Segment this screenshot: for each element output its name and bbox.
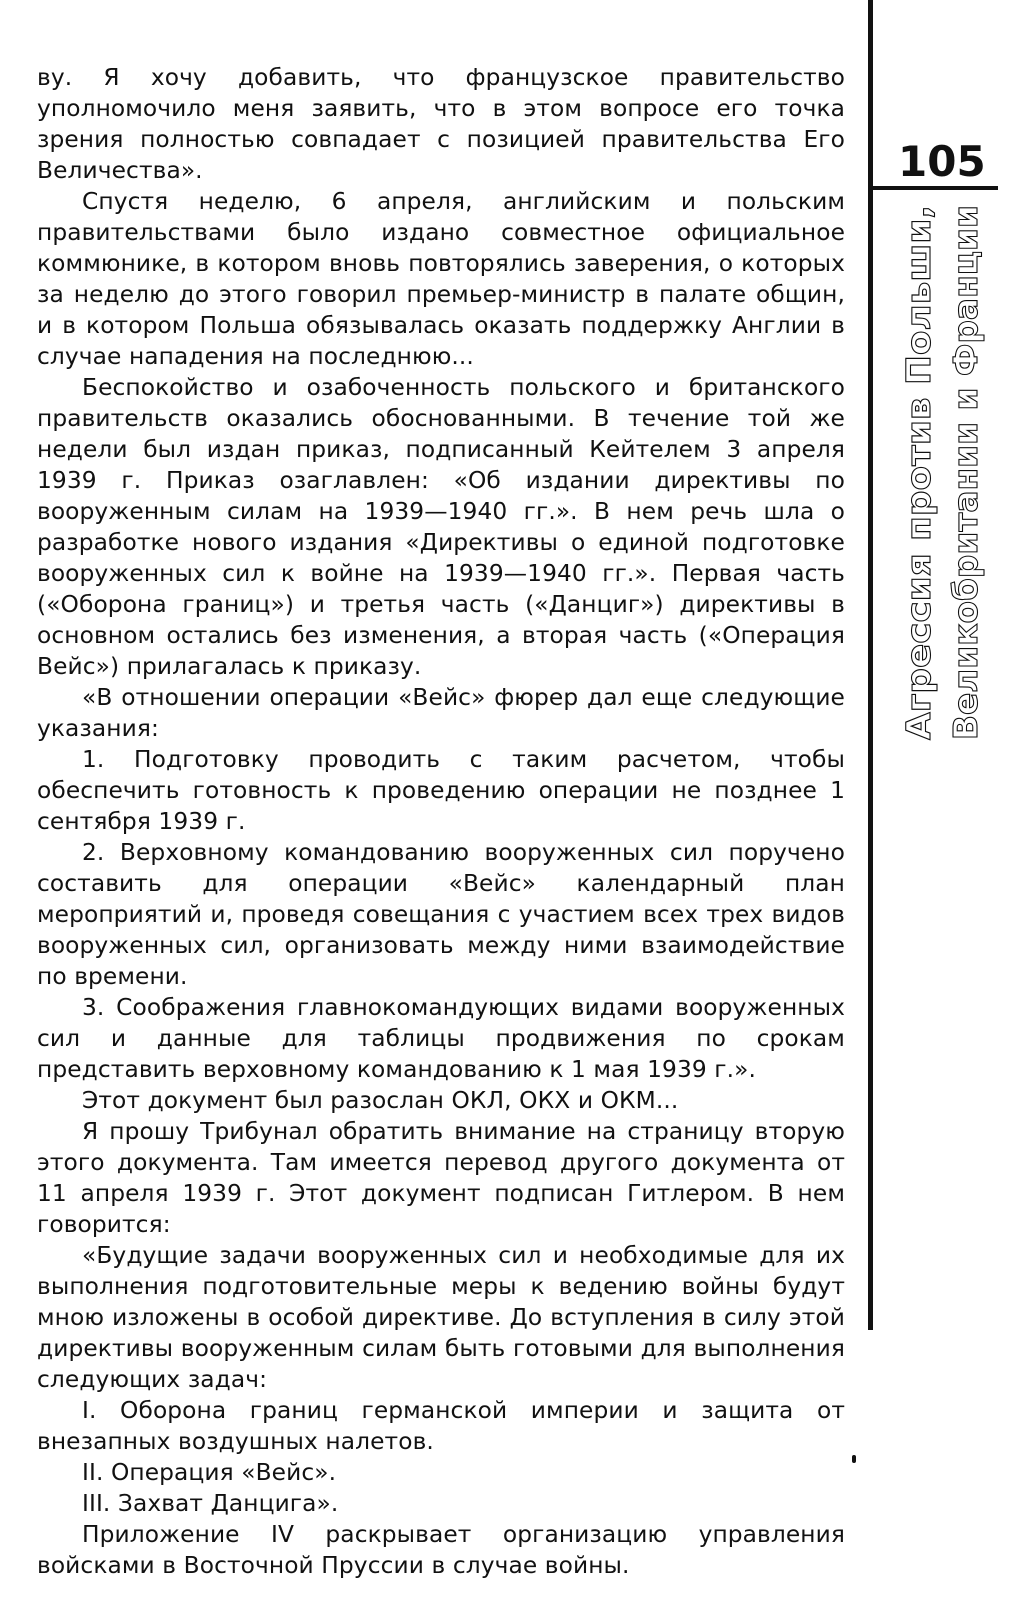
list-item-3: 3. Соображения главнокомандующих видами вооруженных сил и данные для таблицы продвижения по срокам представить верховному командованию к 1 мая 1939 г.». — [37, 994, 845, 1083]
task-item-2: II. Операция «Вейс». — [82, 1459, 337, 1486]
paragraph-2: Спустя неделю, 6 апреля, английским и польским правительствами было издано совместное официальное коммюнике, в котором вновь повторялись заверения, о которых за неделю до этого говорил премьер-министр в палате общин, и в котором Польша обязывалась оказать поддержку Англии в случае нападения на последнюю... — [37, 188, 845, 370]
task-item-3: III. Захват Данцига». — [82, 1490, 339, 1517]
paragraph-1: ву. Я хочу добавить, что французское правительство уполномочило меня заявить, что в этом вопросе его точка зрения полностью совпадает с позицией правительства Его Величества». — [37, 64, 845, 184]
running-title-line2: Великобритании и Франции — [946, 201, 985, 740]
page-number: 105 — [898, 137, 986, 186]
list-item-2: 2. Верховному командованию вооруженных сил поручено составить для операции «Вейс» календарный план мероприятий и, проведя совещания с участием всех трех видов вооруженных сил, организовать между ними взаимодействие по времени. — [37, 839, 845, 990]
paragraph-4: «В отношении операции «Вейс» фюрер дал еще следующие указания: — [37, 684, 845, 742]
paragraph-6: Я прошу Трибунал обратить внимание на страницу вторую этого документа. Там имеется перевод другого документа от 11 апреля 1939 г. Этот документ подписан Гитлером. В нем говорится: — [37, 1118, 845, 1238]
print-mark — [852, 1455, 856, 1463]
paragraph-3: Беспокойство и озабоченность польского и британского правительств оказались обоснованными. В течение той же недели был издан приказ, подписанный Кейтелем 3 апреля 1939 г. Приказ озаглавлен: «Об издании директивы по вооруженным силам на 1939—1940 гг.». В нем речь шла о разработке нового издания «Директивы о единой подготовке вооруженных сил к войне на 1939—1940 гг.». Первая часть («Оборона границ») и третья часть («Данциг») директивы в основном остались без изменения, а вторая часть («Операция Вейс») прилагалась к приказу. — [37, 374, 845, 680]
paragraph-8: Приложение IV раскрывает организацию управления войсками в Восточной Пруссии в случае войны. — [37, 1521, 845, 1579]
task-item-1: I. Оборона границ германской империи и защита от внезапных воздушных налетов. — [37, 1397, 845, 1455]
margin-rule-horizontal — [868, 186, 998, 190]
paragraph-7: «Будущие задачи вооруженных сил и необходимые для их выполнения подготовительные меры к ведению войны будут мною изложены в особой директиве. До вступления в силу этой директивы вооруженным силам быть готовыми для выполнения следующих задач: — [37, 1242, 845, 1393]
paragraph-5: Этот документ был разослан ОКЛ, ОКХ и ОКМ... — [82, 1087, 679, 1114]
margin-rule-vertical — [868, 0, 873, 1330]
body-text — [37, 62, 845, 1581]
running-title-line1: Агрессия против Польши, — [899, 246, 938, 740]
list-item-1: 1. Подготовку проводить с таким расчетом, чтобы обеспечить готовность к проведению операции не позднее 1 сентября 1939 г. — [37, 746, 845, 835]
running-title — [880, 195, 1000, 755]
